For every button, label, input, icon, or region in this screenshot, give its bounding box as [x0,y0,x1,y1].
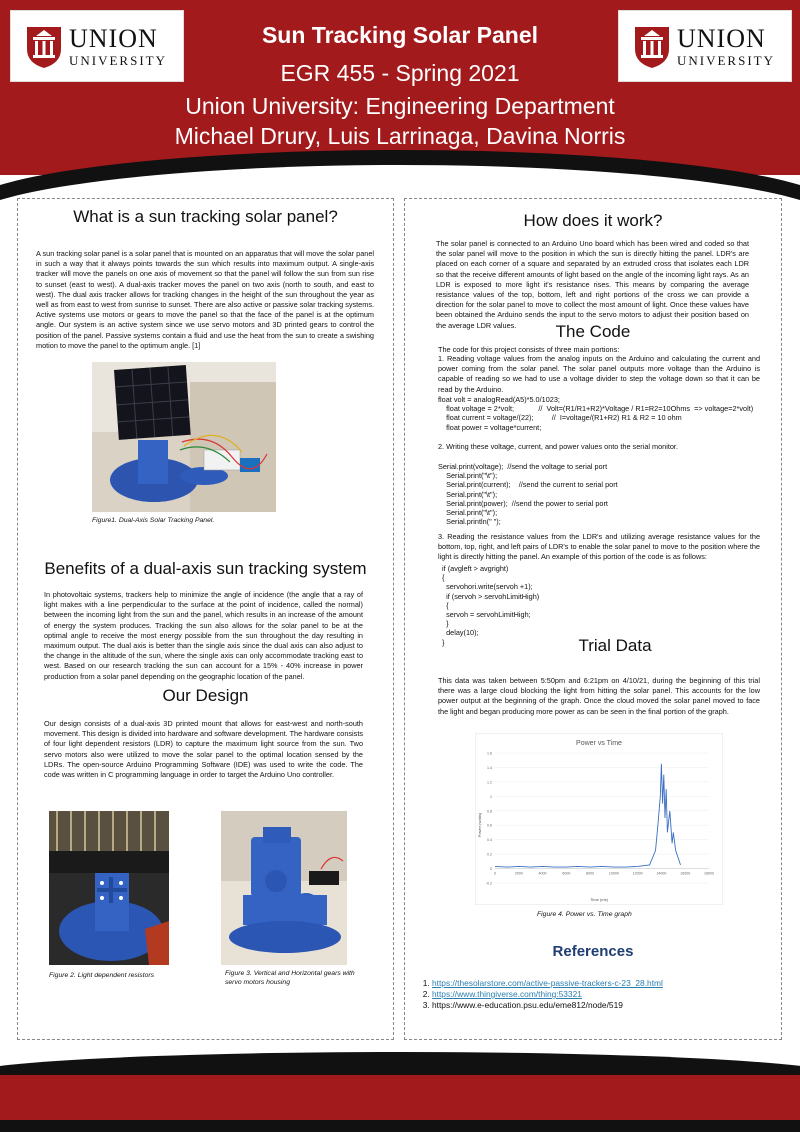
chart-frame [475,733,723,905]
figure3-caption: Figure 3. Vertical and Horizontal gears with servo motors housing [225,970,355,986]
chart-y-tick: 0.2 [487,852,492,857]
institution-line: Union University: Engineering Department [185,93,615,119]
references-list [418,978,663,1011]
section-title: How does it work? [523,211,663,230]
chart-y-tick: 0.4 [487,838,492,843]
poster-title: Sun Tracking Solar Panel [261,22,539,48]
code-intro: The code for this project consists of three main portions: [438,345,620,354]
reference-item[interactable] [432,978,663,989]
logo-word-union: UNION [677,23,766,53]
section-title: Our Design [162,686,249,705]
chart-x-tick: 18000 [704,871,714,876]
chart-ylabel: Power (watts) [477,812,482,838]
chart-x-tick: 4000 [538,871,547,876]
section-body: A sun tracking solar panel is a solar panel that is mounted on an apparatus that will move the solar panel in such a way that it always points towards the sun which results into maximum output. A single-axis tracker will move the panels on one axis of movement so that the panel will follow the sun from sun rise to sunset (east to west). A dual-axis tracker moves the panel on two axis (north to south, and east to west). The dual axis tracker allows for tracking changes in the height of the sun throughout the year as well as from east to west from sunrise to sunset. There are also active or passive solar tracking systems. Active systems use motors or gears to move the panel so that the face of the panel is at the optimum angle. Our system is an active system since we use servo motors and 3D printed gears to control the position of the panel. Passive systems contain a fluid and use the heat from the sun to create a swishing motion to move the panel to the optimum angle. [1] [36,249,374,350]
logo-word-university: UNIVERSITY [677,52,775,68]
chart-x-tick: 6000 [562,871,571,876]
section-title: Trial Data [578,636,652,655]
references-title: References [552,943,634,960]
poster-title-block [185,22,615,49]
section-body: Our design consists of a dual-axis 3D printed mount that allows for east-west and north-south movement. This design is divided into hardware and software development. The hardware consists of four light dependent resistors (LDR) to capture the maximum light source from the sun. Two servo motors also were utilized to move the solar panel to the optimal location sensed by the LDRs. The open-source Arduino Programming Software (IDE) was used to write the code. The code was written in C programming language in order to target the Arduino Uno controller. [44,719,363,780]
section-body: In photovoltaic systems, trackers help to minimize the angle of incidence (the angle that a ray of light makes with a line perpendicular to the surface at the point of incidence, called the normal) between the incoming light from the sun and the panel, which results in an increase of the amount of energy the system produces. Tracking the sun also allows for the solar panel to be at the optimal angle to receive the most energy possible from the sun throughout the day resulting in maximum output. The dual axis is better than the single axis since the dual axis can also adjust to the change in the altitude of the sun, where the single axis can only accommodate tracking east to west. Based on our research tracking the sun can account for a 15% - 40% increase in power production from a solar panel depending on the geographic location of the panel. [44,590,363,681]
section-title: The Code [555,322,631,341]
figure1-photo [92,362,276,512]
reference-item [432,1000,663,1011]
code-block-1: float volt = analogRead(A5)*5.0/1023; float voltage = 2*volt; // Volt=(R1/R1+R2)*Voltage / R1=R2=10Ohms => voltage=2*volt) float current = voltage/(22); // I=voltage/(R1+R2) R1 & R2 = 10 ohm float power = voltage*current; [438,395,754,432]
course-line: EGR 455 - Spring 2021 [280,60,520,86]
chart-y-tick: 1.6 [487,751,492,756]
chart-x-tick: 14000 [656,871,667,876]
code-block-3: if (avgleft > avgright) { servohori.write(servoh +1); if (servoh > servohLimitHigh) { servoh = servohLimitHigh; } delay(10); } [442,564,540,647]
chart-y-tick: 1 [490,794,492,799]
footer-band [0,1075,800,1120]
chart-y-tick: 0.6 [487,823,492,828]
code-step-1: 1. Reading voltage values from the analog inputs on the Arduino and calculating the current and power coming from the solar panel. The solar panel outputs more voltage than the Arduino is capable of reading so we had to use a voltage divider to step the voltage down so that it can be read by the Arduino. [438,354,760,394]
chart-xlabel: Time (ms) [590,897,608,902]
chart-x-tick: 2000 [514,871,523,876]
figure2-caption: Figure 2. Light dependent resistors [49,972,155,979]
chart-x-tick: 0 [494,871,496,876]
chart-x-tick: 10000 [608,871,619,876]
code-step-2: 2. Writing these voltage, current, and power values onto the serial monitor. [438,442,678,451]
chart-x-tick: 12000 [632,871,643,876]
reference-text: https://www.e-education.psu.edu/eme812/node/519 [432,1000,623,1010]
section-title: What is a sun tracking solar panel? [73,207,338,226]
reference-item[interactable] [432,989,663,1000]
logo-word-university: UNIVERSITY [69,52,167,68]
chart-x-tick: 8000 [586,871,595,876]
section-body: This data was taken between 5:50pm and 6:21pm on 4/10/21, during the beginning of this trial there was a large cloud blocking the light from hitting the solar panel. This accounts for the low power output at the beginning of the graph. Once the cloud moved the solar panel moved to face the light and began producing more power as can be seen in the final portion of the graph. [438,676,760,716]
chart-y-tick: 0 [490,867,492,872]
logo-word-union: UNION [69,23,158,53]
figure3-photo [221,811,347,965]
figure4-caption: Figure 4. Power vs. Time graph [537,911,632,918]
section-body: The solar panel is connected to an Arduino Uno board which has been wired and coded so that the solar panel will move to the position in which the sun is directly hitting the panel. LDR's are placed on each corner of a square and separated by an extruded cross that isolates each LDR so that the receive different amounts of light based on the angle of the incoming light rays. As an LDR is exposed to more light it's resistance rises. This means by comparing the average resistance values of the top, bottom, left and right portions of the cross we can provide a direction for the solar panel to move to collect the most amount of light. Once these values have been obtained the Arduino sends the input to the servo motors to adjust their position based on the average LDR values. [436,239,749,330]
authors-line: Michael Drury, Luis Larrinaga, Davina Norris [174,123,626,149]
chart-title: Power vs Time [576,740,622,747]
chart-y-tick: -0.2 [485,881,492,886]
code-step-3: 3. Reading the resistance values from the LDR's and utilizing average resistance values for the bottom, top, right, and left pairs of LDR's to enable the solar panel to move to the position where the light is directly hitting the panel. An example of this portion of the code is as follows: [438,532,760,562]
chart-y-tick: 1.4 [487,765,492,770]
right-column [404,198,782,1040]
reference-link[interactable]: https://thesolarstore.com/active-passive-trackers-c-23_28.html [432,978,663,988]
chart-y-tick: 1.2 [487,780,492,785]
left-column [17,198,394,1040]
power-vs-time-chart [475,733,723,905]
figure1-caption: Figure1. Dual-Axis Solar Tracking Panel. [92,517,215,524]
reference-link[interactable]: https://www.thingiverse.com/thing:53321 [432,989,582,999]
section-title: Benefits of a dual-axis sun tracking system [44,559,367,578]
code-block-2: Serial.print(voltage); //send the voltage to serial port Serial.print("\t"); Serial.print(current); //send the current to serial port Serial.print("\t"); Serial.print(power); //send the power to serial port Serial.print("\t"); Serial.println(" "); [438,462,618,527]
chart-x-tick: 16000 [680,871,691,876]
chart-y-tick: 0.8 [487,809,492,814]
figure2-photo [49,811,169,965]
